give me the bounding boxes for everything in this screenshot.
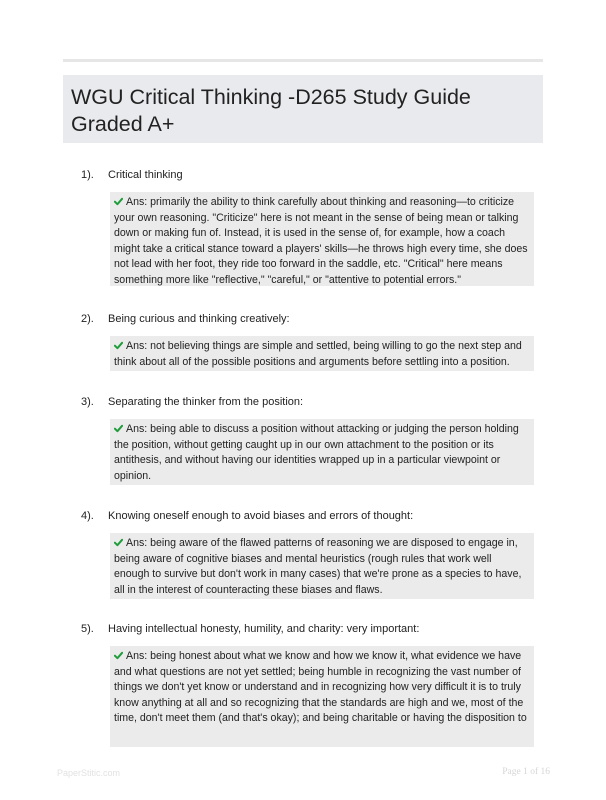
checkmark-icon [114, 538, 123, 547]
item-question: Critical thinking [108, 169, 183, 181]
checkmark-icon [114, 341, 123, 350]
answer-text: Ans: being honest about what we know and how we know it, what evidence we have and what questions are not yet settled; being humble in recognizing the vast number of things we don't yet know or understand and in recognizing how very difficult it is to truly know anything at all and so recognizing that the standards are high and we, most of the time, don't meet them (and that's okay); and being charitable or having the disposition to [114, 650, 527, 724]
item-number: 5). [81, 623, 94, 635]
answer-box [110, 533, 534, 599]
answer-box [110, 336, 534, 371]
document-title: WGU Critical Thinking -D265 Study Guide Graded A+ [71, 85, 471, 136]
answer-box [110, 419, 534, 485]
item-question: Knowing oneself enough to avoid biases and errors of thought: [108, 510, 414, 522]
answer-box [110, 192, 534, 286]
item-number: 4). [81, 510, 94, 522]
item-number: 2). [81, 313, 94, 325]
item-question: Having intellectual honesty, humility, and charity: very important: [108, 623, 420, 635]
page-number: Page 1 of 16 [502, 767, 550, 777]
answer-text: Ans: primarily the ability to think carefully about thinking and reasoning—to criticize your own reasoning. "Criticize" here is not meant in the sense of being mean or talking down or making fun of. Instead, it is used in the sense of, for example, how a coach might take a critical stance toward a players' skills—he throws high every time, she does not lead with her foot, they ride too forward in the saddle, etc. "Critical" here means something more like "reflective," "careful," or "attentive to potential errors." [114, 196, 528, 286]
item-question: Being curious and thinking creatively: [108, 313, 290, 325]
top-divider [63, 59, 543, 62]
item-number: 3). [81, 396, 94, 408]
checkmark-icon [114, 651, 123, 660]
item-number: 1). [81, 169, 94, 181]
checkmark-icon [114, 424, 123, 433]
item-question: Separating the thinker from the position: [108, 396, 304, 408]
answer-text: Ans: being able to discuss a position without attacking or judging the person holding the position, without getting caught up in our own attachment to the position or its antithesis, and without having our identities wrapped up in a particular viewpoint or opinion. [114, 423, 519, 482]
answer-text: Ans: being aware of the flawed patterns of reasoning we are disposed to engage in, being aware of cognitive biases and mental heuristics (rough rules that work well enough to survive but don't work in many cases) that we're prone as a species to have, all in the interest of counteracting these biases and flaws. [114, 537, 522, 596]
title-banner [63, 75, 543, 143]
checkmark-icon [114, 197, 123, 206]
answer-text: Ans: not believing things are simple and settled, being willing to go the next step and think about all of the possible positions and arguments before settling into a position. [114, 340, 522, 368]
footer-watermark: PaperStitic.com [57, 768, 121, 778]
answer-box [110, 646, 534, 747]
